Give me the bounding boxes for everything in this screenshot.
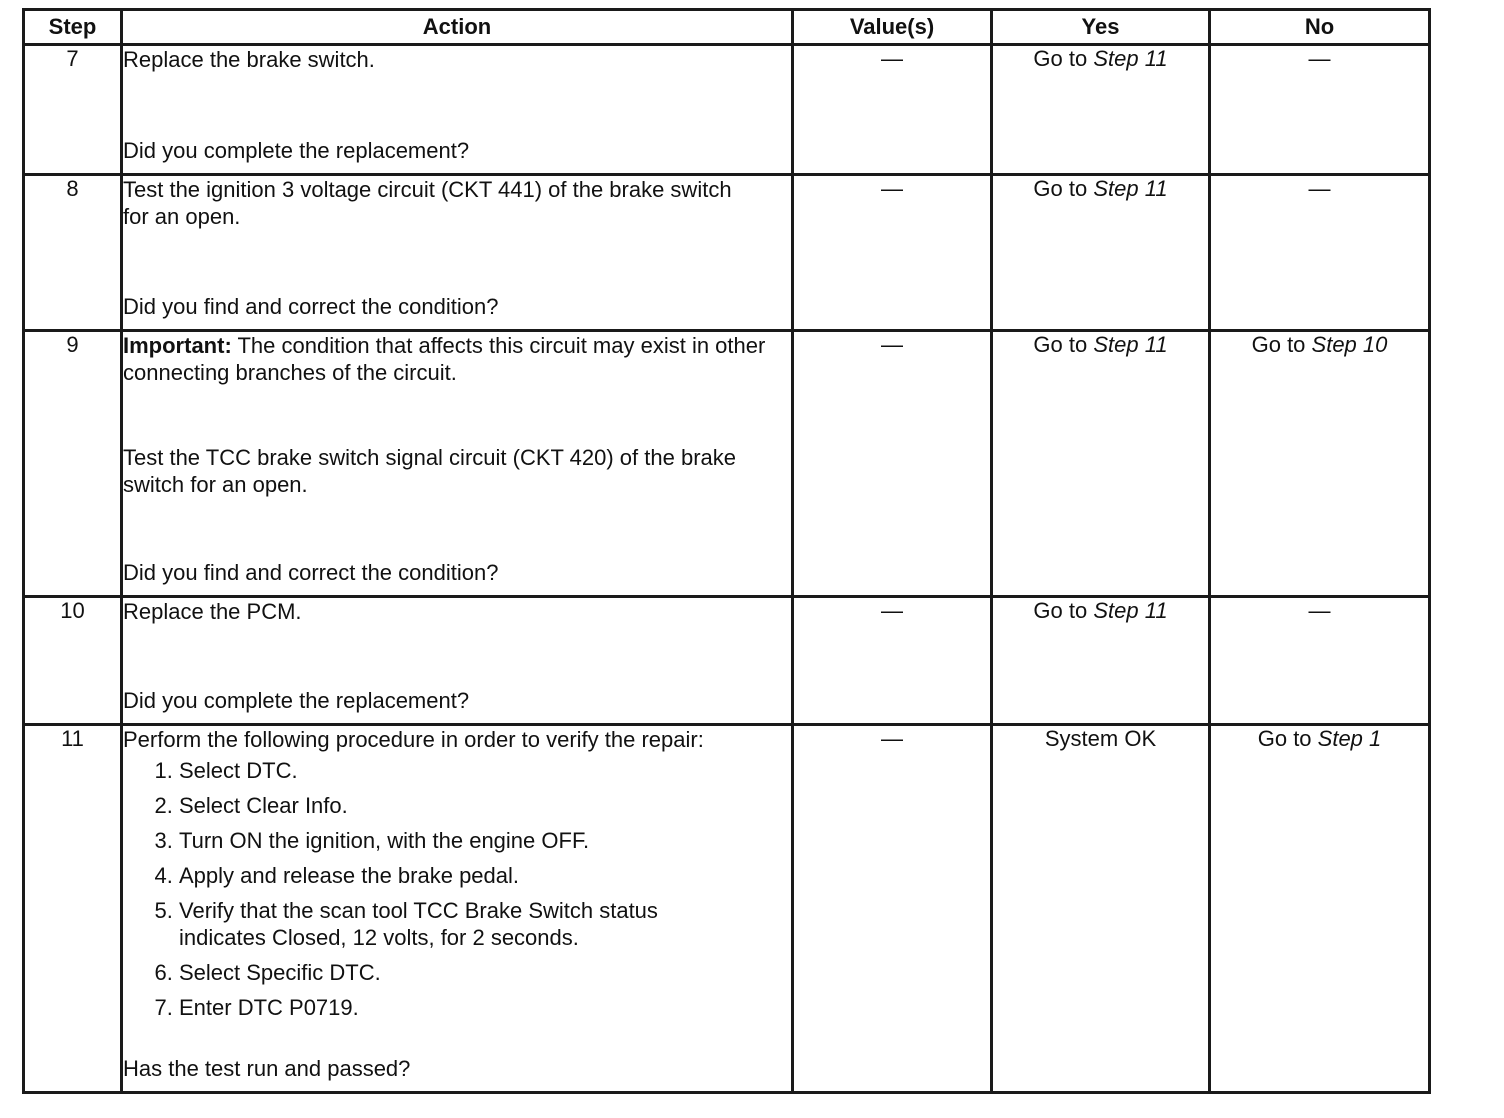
header-action: Action (122, 10, 793, 45)
action-text: Replace the brake switch. (123, 47, 375, 72)
yes-prefix: Go to (1033, 332, 1094, 357)
value-cell: — (793, 331, 992, 597)
step-number: 10 (24, 597, 122, 725)
action-text: Test the TCC brake switch signal circuit (CKT 420) of the brake switch for an open. (123, 444, 736, 497)
action-cell (122, 331, 793, 597)
no-prefix: Go to (1251, 332, 1312, 357)
action-text: Test the ignition 3 voltage circuit (CKT 441) of the brake switch for an open. (123, 177, 732, 229)
action-cell (122, 725, 793, 1093)
table-row-step-11 (24, 725, 1430, 1093)
yes-step-ref: Step 11 (1093, 332, 1168, 357)
diagnostic-table (22, 8, 1431, 1094)
important-label: Important: (123, 333, 232, 358)
yes-step-ref: Step 11 (1093, 598, 1168, 623)
yes-prefix: Go to (1033, 176, 1094, 201)
yes-cell (992, 45, 1210, 175)
procedure-item: 2. Select Clear Info. (179, 792, 791, 819)
table-row-step-8 (24, 175, 1430, 331)
no-cell (1210, 331, 1430, 597)
yes-cell (992, 331, 1210, 597)
no-cell: — (1210, 175, 1430, 331)
no-step-ref: Step 10 (1311, 332, 1388, 357)
procedure-item: 4. Apply and release the brake pedal. (179, 862, 791, 889)
table-row-step-10 (24, 597, 1430, 725)
yes-step-ref: Step 11 (1093, 176, 1168, 201)
no-cell: — (1210, 597, 1430, 725)
procedure-item: 3. Turn ON the ignition, with the engine OFF. (179, 827, 791, 854)
no-cell: — (1210, 45, 1430, 175)
action-cell (122, 45, 793, 175)
action-text: Perform the following procedure in order to verify the repair: (123, 727, 704, 752)
procedure-item: 5. Verify that the scan tool TCC Brake Switch status indicates Closed, 12 volts, for 2 seconds. (179, 897, 739, 951)
header-step: Step (24, 10, 122, 45)
no-step-ref: Step 1 (1317, 726, 1382, 751)
yes-prefix: Go to (1033, 598, 1094, 623)
step-number: 7 (24, 45, 122, 175)
table-row-step-7 (24, 45, 1430, 175)
important-text: The condition that affects this circuit may exist in other connecting branches of the circuit. (123, 333, 766, 385)
step-number: 8 (24, 175, 122, 331)
yes-cell (992, 597, 1210, 725)
value-cell: — (793, 597, 992, 725)
value-cell: — (793, 45, 992, 175)
yes-prefix: Go to (1033, 46, 1094, 71)
header-row (24, 10, 1430, 45)
action-question: Has the test run and passed? (123, 1056, 411, 1081)
action-question: Did you complete the replacement? (123, 688, 470, 713)
step-number: 9 (24, 331, 122, 597)
action-cell (122, 597, 793, 725)
action-question: Did you complete the replacement? (123, 138, 470, 163)
action-question: Did you find and correct the condition? (123, 294, 499, 319)
procedure-list (123, 757, 791, 1021)
step-number: 11 (24, 725, 122, 1093)
header-no: No (1210, 10, 1430, 45)
no-prefix: Go to (1257, 726, 1318, 751)
procedure-item: 1. Select DTC. (179, 757, 791, 784)
action-cell (122, 175, 793, 331)
no-cell (1210, 725, 1430, 1093)
yes-cell (992, 175, 1210, 331)
procedure-item: 7. Enter DTC P0719. (179, 994, 791, 1021)
action-question: Did you find and correct the condition? (123, 560, 499, 585)
yes-step-ref: Step 11 (1093, 46, 1168, 71)
action-text: Replace the PCM. (123, 599, 302, 624)
table-row-step-9 (24, 331, 1430, 597)
value-cell: — (793, 175, 992, 331)
value-cell: — (793, 725, 992, 1093)
important-note (123, 332, 773, 386)
yes-cell: System OK (992, 725, 1210, 1093)
header-yes: Yes (992, 10, 1210, 45)
header-values: Value(s) (793, 10, 992, 45)
procedure-item: 6. Select Specific DTC. (179, 959, 791, 986)
